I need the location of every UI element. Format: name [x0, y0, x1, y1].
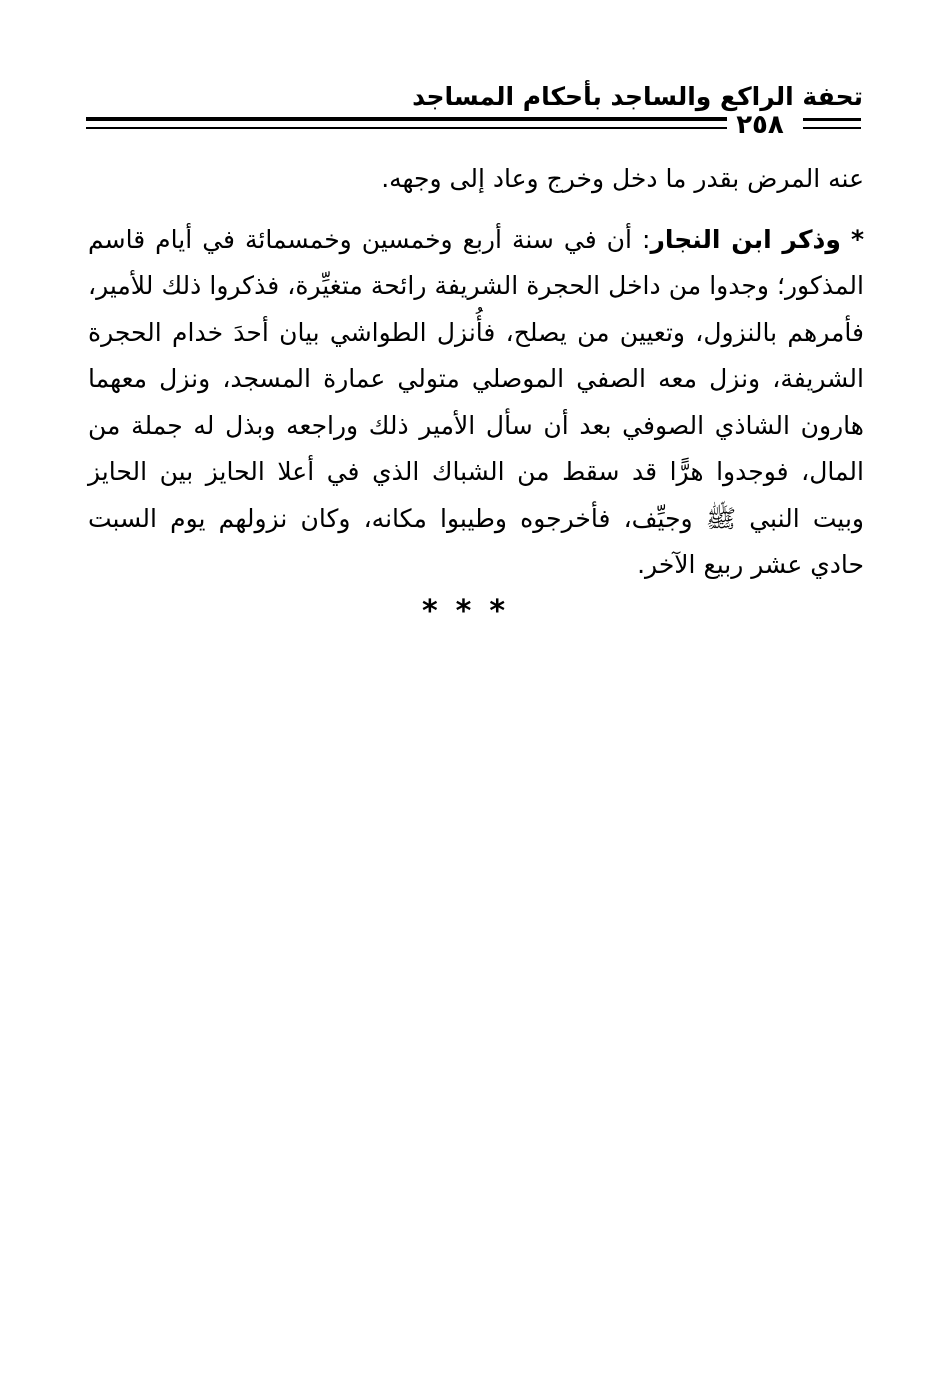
section-separator: ***	[421, 594, 524, 629]
header-rule-thick	[86, 117, 727, 121]
paragraph	[88, 217, 864, 589]
book-title: تحفة الراكع والساجد بأحكام المساجد	[412, 82, 863, 111]
bullet-marker: *	[850, 224, 865, 254]
source-name: وذكر ابن النجار	[650, 224, 841, 254]
page-number: ٢٥٨	[736, 110, 784, 140]
continued-line: عنه المرض بقدر ما دخل وخرج وعاد إلى وجهه.	[381, 164, 864, 193]
header-rule-thin	[86, 127, 727, 129]
paragraph-text: : أن في سنة أربع وخمسين وخمسمائة في أيام قاسم المذكور؛ وجدوا من داخل الحجرة الشريفة رائحة متغيِّرة، فذكروا ذلك للأمير، فأمرهم بالنزول، وتعيين من يصلح، فأُنزل الطواشي بيان أحدَ خدام الحجرة الشريفة، ونزل معه الصفي الموصلي متولي عمارة المسجد، ونزل معهما هارون الشاذي الصوفي بعد أن سأل الأمير ذلك وراجعه وبذل له جملة من المال، فوجدوا هرًّا قد سقط من الشباك الذي في أعلا الحايز بين الحايز وبيت النبي ﷺ وجيِّف، فأخرجوه وطيبوا مكانه، وكان نزولهم يوم السبت حادي عشر ربيع الآخر.	[88, 224, 864, 579]
page-number-rule-top	[803, 118, 861, 121]
page-number-rule-bottom	[803, 127, 861, 129]
main-text	[88, 156, 864, 589]
